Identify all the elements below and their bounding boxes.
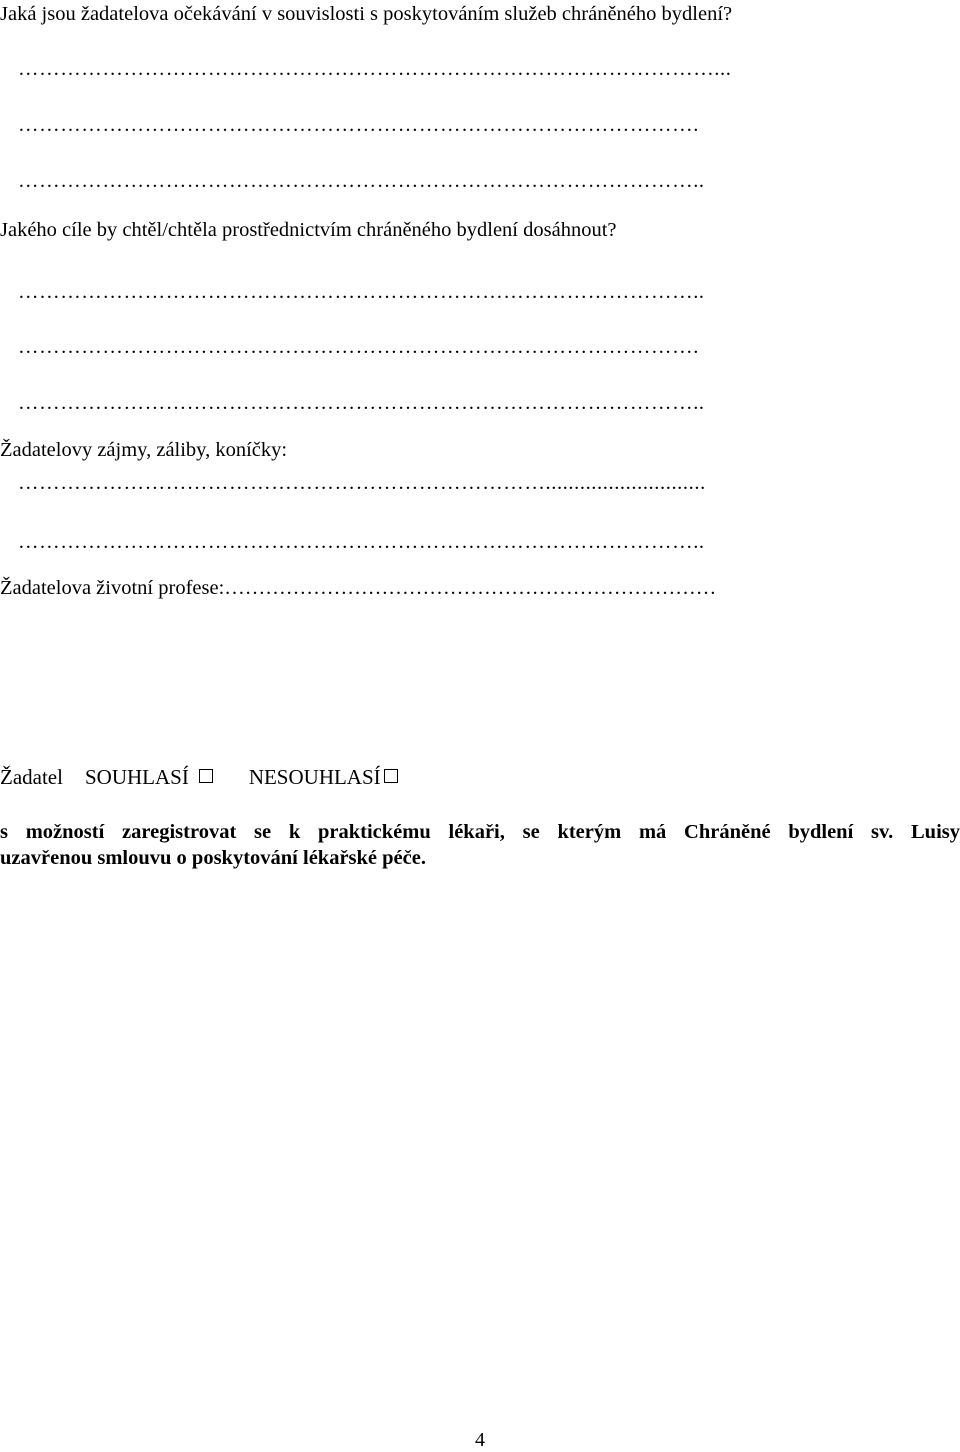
agree-checkbox[interactable]: [199, 769, 213, 783]
question-interests: Žadatelovy zájmy, záliby, koníčky:: [0, 439, 288, 461]
answer-line-profession[interactable]: ………………………………………………………………: [224, 577, 717, 599]
question-goal: Jakého cíle by chtěl/chtěla prostřednictvím chráněného bydlení dosáhnout?: [0, 219, 617, 241]
question-profession-label: Žadatelova životní profese:: [0, 577, 225, 599]
answer-line-expectations-1[interactable]: ………………………………………………………………………………………...: [18, 58, 732, 80]
page-number: 4: [475, 1429, 485, 1451]
consent-row: [0, 765, 398, 789]
answer-line-expectations-2[interactable]: …………………………………………………………………………………….: [18, 114, 699, 136]
disagree-label: NESOUHLASÍ: [248, 765, 381, 789]
answer-line-interests-1[interactable]: …………………………………………………………………............................: [18, 472, 706, 494]
answer-line-goal-2[interactable]: …………………………………………………………………………………….: [18, 336, 699, 358]
consent-subject: Žadatel: [0, 765, 63, 789]
consent-text-line-2: uzavřenou smlouvu o poskytování lékařské péče.: [0, 847, 426, 869]
answer-line-goal-1[interactable]: ……………………………………………………………………………………..: [18, 281, 705, 303]
consent-text: [0, 819, 960, 871]
answer-line-goal-3[interactable]: ……………………………………………………………………………………..: [18, 392, 705, 414]
question-profession: [0, 576, 716, 600]
disagree-checkbox[interactable]: [384, 769, 398, 783]
answer-line-interests-2[interactable]: ……………………………………………………………………………………..: [18, 531, 705, 553]
answer-line-expectations-3[interactable]: ……………………………………………………………………………………..: [18, 170, 705, 192]
consent-text-line-1: s možností zaregistrovat se k praktickému lékaři, se kterým má Chráněné bydlení sv. Luisy: [0, 821, 960, 843]
agree-label: SOUHLASÍ: [84, 765, 189, 789]
question-expectations: Jaká jsou žadatelova očekávání v souvislosti s poskytováním služeb chráněného bydlení?: [0, 3, 733, 25]
